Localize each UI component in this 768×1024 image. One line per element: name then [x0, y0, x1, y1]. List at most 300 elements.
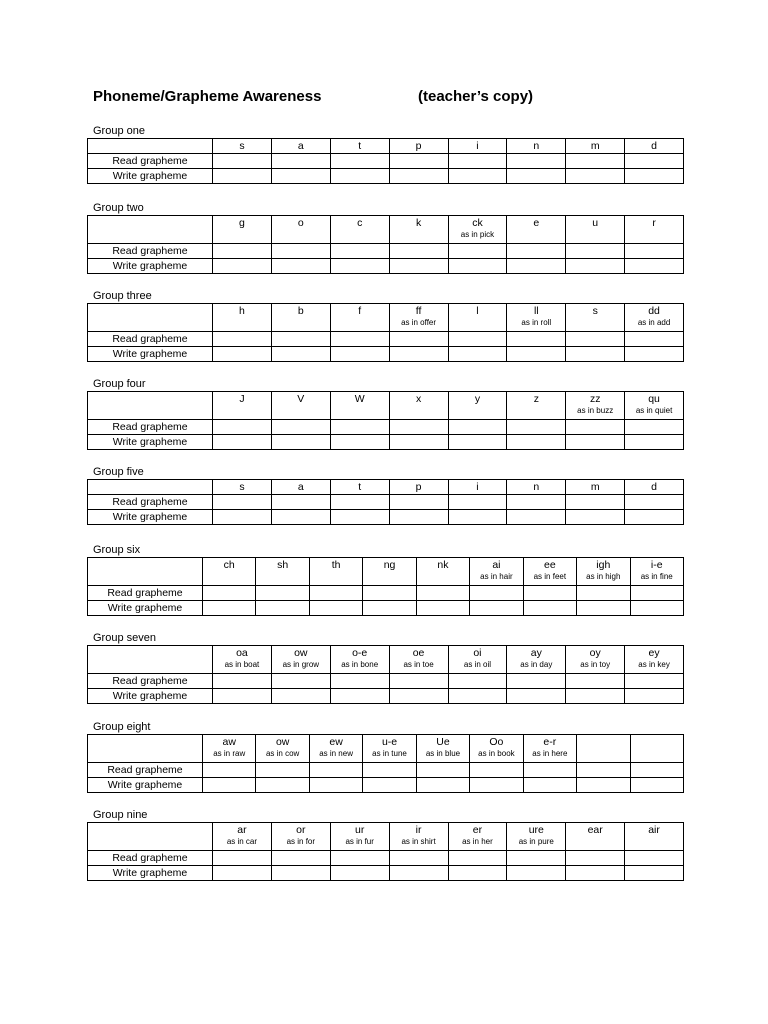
grapheme-text: t	[358, 140, 362, 152]
read-grapheme-row	[88, 420, 684, 435]
answer-cell[interactable]	[330, 435, 389, 450]
grapheme-text: oi	[473, 647, 482, 659]
answer-cell[interactable]	[213, 259, 272, 274]
grapheme-cell	[330, 139, 389, 154]
answer-cell[interactable]	[625, 154, 684, 169]
grapheme-text: m	[590, 481, 600, 493]
example-word: as in day	[520, 660, 553, 669]
answer-cell[interactable]	[630, 601, 683, 616]
answer-cell[interactable]	[566, 674, 625, 689]
answer-cell[interactable]	[448, 674, 507, 689]
grapheme-cell	[566, 304, 625, 332]
grapheme-text: ear	[587, 824, 603, 836]
grapheme-text: oy	[589, 647, 601, 659]
grapheme-text: k	[415, 217, 422, 229]
grapheme-cell	[577, 735, 630, 763]
answer-cell[interactable]	[625, 347, 684, 362]
answer-cell[interactable]	[566, 435, 625, 450]
grapheme-text: V	[297, 393, 305, 405]
example-word: as in toy	[580, 660, 611, 669]
grapheme-cell	[630, 735, 683, 763]
grapheme-text: e-r	[543, 736, 557, 748]
answer-cell[interactable]	[625, 495, 684, 510]
answer-cell[interactable]	[389, 689, 448, 704]
answer-cell[interactable]	[271, 154, 330, 169]
write-grapheme-row	[88, 689, 684, 704]
answer-cell[interactable]	[507, 689, 566, 704]
answer-cell[interactable]	[309, 586, 362, 601]
answer-cell[interactable]	[389, 154, 448, 169]
answer-cell[interactable]	[330, 244, 389, 259]
answer-cell[interactable]	[271, 866, 330, 881]
answer-cell[interactable]	[625, 510, 684, 525]
header-blank-cell	[88, 392, 213, 420]
grapheme-text: ck	[472, 217, 483, 229]
answer-cell[interactable]	[577, 586, 630, 601]
answer-cell[interactable]	[625, 420, 684, 435]
answer-cell[interactable]	[625, 332, 684, 347]
example-word: as in grow	[282, 660, 320, 669]
read-grapheme-row	[88, 244, 684, 259]
answer-cell[interactable]	[330, 169, 389, 184]
example-word: as in hair	[480, 572, 513, 581]
grapheme-text: z	[533, 393, 539, 405]
grapheme-text: ew	[329, 736, 343, 748]
answer-cell[interactable]	[577, 763, 630, 778]
grapheme-cell	[330, 304, 389, 332]
grapheme-text: u	[592, 217, 599, 229]
answer-cell[interactable]	[203, 763, 256, 778]
example-word: as in high	[586, 572, 621, 581]
answer-cell[interactable]	[625, 851, 684, 866]
answer-cell[interactable]	[389, 851, 448, 866]
grapheme-table	[87, 557, 684, 616]
answer-cell[interactable]	[330, 420, 389, 435]
write-row-label: Write grapheme	[88, 169, 213, 184]
answer-cell[interactable]	[363, 763, 416, 778]
answer-cell[interactable]	[507, 435, 566, 450]
grapheme-cell	[389, 480, 448, 495]
answer-cell[interactable]	[577, 778, 630, 793]
grapheme-text: ow	[275, 736, 290, 748]
grapheme-cell	[330, 392, 389, 420]
answer-cell[interactable]	[271, 259, 330, 274]
grapheme-text: oa	[236, 647, 248, 659]
read-grapheme-row	[88, 851, 684, 866]
answer-cell[interactable]	[330, 259, 389, 274]
answer-cell[interactable]	[416, 763, 469, 778]
answer-cell[interactable]	[566, 154, 625, 169]
grapheme-cell	[566, 480, 625, 495]
grapheme-text: n	[533, 481, 540, 493]
answer-cell[interactable]	[470, 586, 523, 601]
grapheme-cell	[213, 646, 272, 674]
answer-cell[interactable]	[213, 169, 272, 184]
write-grapheme-row	[88, 259, 684, 274]
grapheme-text: ir	[415, 824, 422, 836]
answer-cell[interactable]	[213, 420, 272, 435]
answer-cell[interactable]	[416, 778, 469, 793]
answer-cell[interactable]	[271, 332, 330, 347]
answer-cell[interactable]	[203, 778, 256, 793]
answer-cell[interactable]	[507, 420, 566, 435]
grapheme-text: W	[354, 393, 365, 405]
grapheme-cell	[271, 823, 330, 851]
header-blank-cell	[88, 735, 203, 763]
grapheme-text: g	[239, 217, 245, 229]
answer-cell[interactable]	[566, 495, 625, 510]
answer-cell[interactable]	[330, 851, 389, 866]
answer-cell[interactable]	[507, 332, 566, 347]
answer-cell[interactable]	[448, 495, 507, 510]
answer-cell[interactable]	[416, 601, 469, 616]
grapheme-text: o	[297, 217, 304, 229]
answer-cell[interactable]	[389, 259, 448, 274]
example-word: as in oil	[463, 660, 491, 669]
grapheme-cell	[389, 216, 448, 244]
answer-cell[interactable]	[271, 420, 330, 435]
grapheme-text: sh	[277, 559, 289, 571]
grapheme-cell	[271, 139, 330, 154]
answer-cell[interactable]	[389, 510, 448, 525]
read-row-label: Read grapheme	[88, 674, 213, 689]
answer-cell[interactable]	[213, 154, 272, 169]
grapheme-cell	[625, 139, 684, 154]
grapheme-header-row	[88, 480, 684, 495]
answer-cell[interactable]	[507, 866, 566, 881]
answer-cell[interactable]	[213, 674, 272, 689]
grapheme-text: ay	[530, 647, 542, 659]
write-grapheme-row	[88, 510, 684, 525]
answer-cell[interactable]	[523, 778, 576, 793]
answer-cell[interactable]	[507, 674, 566, 689]
answer-cell[interactable]	[507, 169, 566, 184]
grapheme-cell	[203, 558, 256, 586]
grapheme-cell	[213, 304, 272, 332]
answer-cell[interactable]	[271, 674, 330, 689]
read-row-label: Read grapheme	[88, 332, 213, 347]
answer-cell[interactable]	[271, 347, 330, 362]
grapheme-table	[87, 138, 684, 184]
grapheme-cell	[523, 735, 576, 763]
answer-cell[interactable]	[389, 244, 448, 259]
grapheme-text: y	[474, 393, 481, 405]
read-row-label: Read grapheme	[88, 763, 203, 778]
grapheme-text: c	[357, 217, 363, 229]
grapheme-cell	[389, 304, 448, 332]
grapheme-cell	[630, 558, 683, 586]
grapheme-header-row	[88, 216, 684, 244]
example-word: as in offer	[401, 318, 437, 327]
answer-cell[interactable]	[256, 586, 309, 601]
grapheme-text: dd	[648, 305, 660, 317]
example-word: as in toe	[403, 660, 434, 669]
grapheme-text: e	[533, 217, 540, 229]
answer-cell[interactable]	[203, 586, 256, 601]
group-label: Group one	[93, 125, 145, 137]
example-word: as in new	[319, 749, 353, 758]
answer-cell[interactable]	[363, 601, 416, 616]
answer-cell[interactable]	[271, 435, 330, 450]
answer-cell[interactable]	[625, 244, 684, 259]
grapheme-text: ey	[648, 647, 660, 659]
answer-cell[interactable]	[389, 347, 448, 362]
grapheme-table	[87, 734, 684, 793]
grapheme-text: qu	[648, 393, 660, 405]
grapheme-text: zz	[589, 393, 601, 405]
answer-cell[interactable]	[470, 778, 523, 793]
answer-cell[interactable]	[566, 851, 625, 866]
answer-cell[interactable]	[256, 763, 309, 778]
answer-cell[interactable]	[271, 510, 330, 525]
grapheme-text: or	[296, 824, 306, 836]
grapheme-text: nk	[437, 559, 449, 571]
answer-cell[interactable]	[256, 601, 309, 616]
answer-cell[interactable]	[271, 169, 330, 184]
example-word: as in pick	[460, 230, 495, 239]
answer-cell[interactable]	[213, 435, 272, 450]
grapheme-cell	[271, 216, 330, 244]
grapheme-cell	[389, 392, 448, 420]
grapheme-cell	[213, 139, 272, 154]
answer-cell[interactable]	[523, 601, 576, 616]
answer-cell[interactable]	[566, 347, 625, 362]
answer-cell[interactable]	[213, 347, 272, 362]
write-row-label: Write grapheme	[88, 778, 203, 793]
grapheme-text: x	[415, 393, 422, 405]
grapheme-table	[87, 822, 684, 881]
answer-cell[interactable]	[389, 435, 448, 450]
answer-cell[interactable]	[256, 778, 309, 793]
answer-cell[interactable]	[330, 674, 389, 689]
answer-cell[interactable]	[448, 347, 507, 362]
grapheme-text: ai	[492, 559, 501, 571]
read-row-label: Read grapheme	[88, 154, 213, 169]
example-word: as in key	[638, 660, 670, 669]
grapheme-text: ng	[383, 559, 396, 571]
answer-cell[interactable]	[448, 866, 507, 881]
example-word: as in raw	[213, 749, 246, 758]
grapheme-header-row	[88, 823, 684, 851]
grapheme-text: oe	[412, 647, 425, 659]
answer-cell[interactable]	[389, 495, 448, 510]
read-row-label: Read grapheme	[88, 495, 213, 510]
write-grapheme-row	[88, 866, 684, 881]
grapheme-cell	[448, 480, 507, 495]
answer-cell[interactable]	[330, 510, 389, 525]
write-grapheme-row	[88, 601, 684, 616]
grapheme-text: ll	[533, 305, 539, 317]
answer-cell[interactable]	[566, 259, 625, 274]
answer-cell[interactable]	[507, 244, 566, 259]
answer-cell[interactable]	[625, 866, 684, 881]
grapheme-cell	[625, 646, 684, 674]
read-grapheme-row	[88, 763, 684, 778]
answer-cell[interactable]	[470, 763, 523, 778]
answer-cell[interactable]	[330, 689, 389, 704]
grapheme-text: l	[476, 305, 479, 317]
answer-cell[interactable]	[523, 763, 576, 778]
answer-cell[interactable]	[566, 866, 625, 881]
grapheme-cell	[330, 480, 389, 495]
grapheme-text: ee	[544, 559, 556, 571]
group-label: Group four	[93, 378, 146, 390]
answer-cell[interactable]	[507, 851, 566, 866]
grapheme-text: th	[331, 559, 341, 571]
answer-cell[interactable]	[523, 586, 576, 601]
answer-cell[interactable]	[271, 689, 330, 704]
answer-cell[interactable]	[389, 332, 448, 347]
title-text: Phoneme/Grapheme Awareness	[93, 88, 322, 105]
answer-cell[interactable]	[448, 435, 507, 450]
grapheme-table	[87, 303, 684, 362]
grapheme-text: ur	[355, 824, 365, 836]
answer-cell[interactable]	[625, 435, 684, 450]
answer-cell[interactable]	[389, 420, 448, 435]
grapheme-cell	[507, 304, 566, 332]
answer-cell[interactable]	[625, 169, 684, 184]
answer-cell[interactable]	[507, 154, 566, 169]
answer-cell[interactable]	[389, 169, 448, 184]
answer-cell[interactable]	[330, 347, 389, 362]
answer-cell[interactable]	[625, 674, 684, 689]
grapheme-text: J	[239, 393, 245, 405]
answer-cell[interactable]	[507, 510, 566, 525]
group-label: Group two	[93, 202, 144, 214]
answer-cell[interactable]	[448, 154, 507, 169]
grapheme-header-row	[88, 558, 684, 586]
grapheme-cell	[271, 646, 330, 674]
grapheme-text: aw	[222, 736, 236, 748]
answer-cell[interactable]	[630, 586, 683, 601]
answer-cell[interactable]	[566, 510, 625, 525]
answer-cell[interactable]	[203, 601, 256, 616]
answer-cell[interactable]	[566, 420, 625, 435]
answer-cell[interactable]	[448, 259, 507, 274]
answer-cell[interactable]	[625, 259, 684, 274]
write-row-label: Write grapheme	[88, 347, 213, 362]
write-row-label: Write grapheme	[88, 259, 213, 274]
answer-cell[interactable]	[416, 586, 469, 601]
grapheme-text: i	[476, 481, 479, 493]
header-blank-cell	[88, 216, 213, 244]
grapheme-cell	[577, 558, 630, 586]
answer-cell[interactable]	[448, 851, 507, 866]
answer-cell[interactable]	[363, 778, 416, 793]
header-blank-cell	[88, 139, 213, 154]
grapheme-cell	[448, 216, 507, 244]
answer-cell[interactable]	[213, 866, 272, 881]
read-row-label: Read grapheme	[88, 244, 213, 259]
grapheme-cell	[203, 735, 256, 763]
answer-cell[interactable]	[566, 689, 625, 704]
answer-cell[interactable]	[507, 347, 566, 362]
answer-cell[interactable]	[507, 259, 566, 274]
answer-cell[interactable]	[213, 689, 272, 704]
grapheme-cell	[625, 216, 684, 244]
answer-cell[interactable]	[213, 332, 272, 347]
grapheme-cell	[507, 646, 566, 674]
answer-cell[interactable]	[470, 601, 523, 616]
grapheme-text: f	[358, 305, 362, 317]
example-word: as in here	[532, 749, 568, 758]
grapheme-cell	[256, 735, 309, 763]
grapheme-header-row	[88, 392, 684, 420]
grapheme-cell	[507, 823, 566, 851]
answer-cell[interactable]	[448, 689, 507, 704]
answer-cell[interactable]	[271, 851, 330, 866]
grapheme-table	[87, 391, 684, 450]
read-grapheme-row	[88, 332, 684, 347]
example-word: as in feet	[533, 572, 567, 581]
answer-cell[interactable]	[507, 495, 566, 510]
answer-cell[interactable]	[309, 601, 362, 616]
group-label: Group three	[93, 290, 152, 302]
grapheme-cell	[271, 392, 330, 420]
answer-cell[interactable]	[448, 244, 507, 259]
grapheme-header-row	[88, 735, 684, 763]
answer-cell[interactable]	[213, 851, 272, 866]
answer-cell[interactable]	[309, 763, 362, 778]
group-label: Group eight	[93, 721, 151, 733]
header-blank-cell	[88, 558, 203, 586]
grapheme-text: h	[239, 305, 245, 317]
answer-cell[interactable]	[213, 244, 272, 259]
example-word: as in buzz	[577, 406, 614, 415]
answer-cell[interactable]	[271, 495, 330, 510]
answer-cell[interactable]	[448, 420, 507, 435]
answer-cell[interactable]	[271, 244, 330, 259]
answer-cell[interactable]	[566, 169, 625, 184]
answer-cell[interactable]	[448, 332, 507, 347]
grapheme-cell	[213, 480, 272, 495]
answer-cell[interactable]	[309, 778, 362, 793]
grapheme-text: t	[358, 481, 362, 493]
read-grapheme-row	[88, 154, 684, 169]
answer-cell[interactable]	[577, 601, 630, 616]
grapheme-cell	[389, 646, 448, 674]
group-label: Group seven	[93, 632, 156, 644]
answer-cell[interactable]	[566, 332, 625, 347]
answer-cell[interactable]	[213, 495, 272, 510]
grapheme-text: ch	[223, 559, 235, 571]
example-word: as in shirt	[401, 837, 436, 846]
answer-cell[interactable]	[448, 510, 507, 525]
read-row-label: Read grapheme	[88, 586, 203, 601]
answer-cell[interactable]	[330, 866, 389, 881]
grapheme-cell	[416, 735, 469, 763]
answer-cell[interactable]	[389, 674, 448, 689]
answer-cell[interactable]	[363, 586, 416, 601]
answer-cell[interactable]	[330, 332, 389, 347]
answer-cell[interactable]	[330, 154, 389, 169]
answer-cell[interactable]	[448, 169, 507, 184]
answer-cell[interactable]	[630, 763, 683, 778]
answer-cell[interactable]	[625, 689, 684, 704]
grapheme-cell	[330, 216, 389, 244]
grapheme-text: p	[415, 140, 422, 152]
grapheme-cell	[448, 823, 507, 851]
answer-cell[interactable]	[213, 510, 272, 525]
answer-cell[interactable]	[389, 866, 448, 881]
example-word: as in tune	[372, 749, 407, 758]
answer-cell[interactable]	[566, 244, 625, 259]
grapheme-cell	[448, 139, 507, 154]
grapheme-text: a	[297, 481, 304, 493]
answer-cell[interactable]	[330, 495, 389, 510]
grapheme-cell	[389, 139, 448, 154]
answer-cell[interactable]	[630, 778, 683, 793]
